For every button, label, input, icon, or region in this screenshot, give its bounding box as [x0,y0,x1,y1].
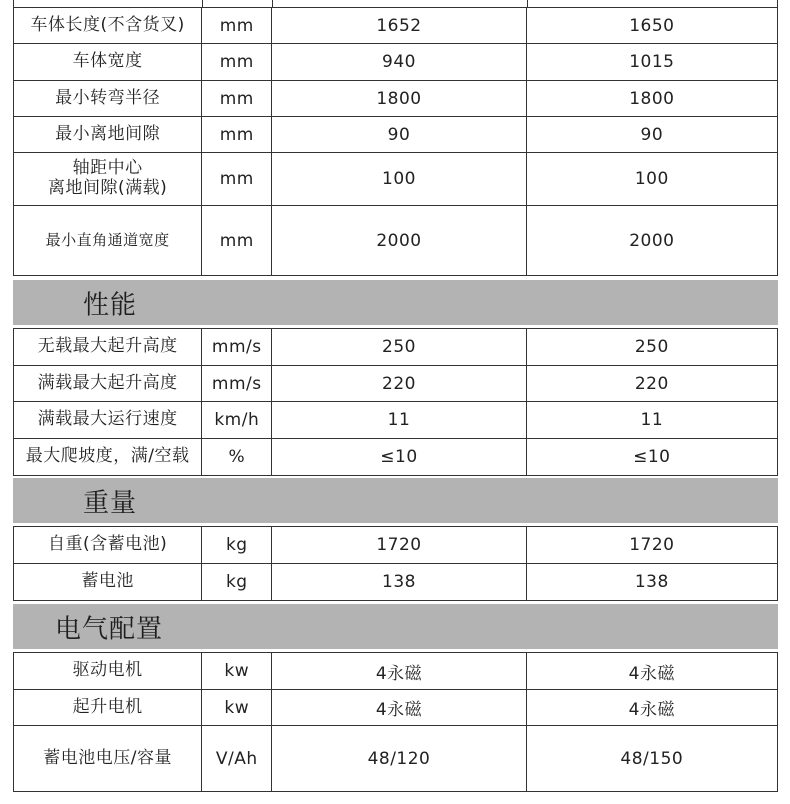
spec-name: 最小转弯半径 [14,81,202,117]
spec-value-model-2: 100 [526,153,777,206]
spec-value-model-2: 1800 [526,81,777,117]
spec-value-model-2: 1650 [526,8,777,44]
spec-name: 最大爬坡度，满/空载 [14,439,202,476]
spec-name: 自重(含蓄电池) [14,527,202,564]
table-top-edge-right [777,0,778,7]
spec-name: 最小直角通道宽度 [14,206,202,276]
spec-unit: kw [202,690,272,726]
spec-value-model-2: 138 [526,564,777,601]
section-title: 性能 [83,290,138,320]
spec-value-model-1: 4永磁 [272,653,526,690]
spec-name: 车体宽度 [14,44,202,81]
spec-unit: mm [202,44,272,81]
spec-value-model-1: 11 [272,402,526,439]
spec-value-model-2: 220 [526,366,777,402]
table-row [14,81,778,117]
spec-value-model-2: 1015 [526,44,777,81]
spec-unit: kg [202,564,272,601]
spec-name: 满载最大运行速度 [14,402,202,439]
spec-unit: % [202,439,272,476]
spec-value-model-2: 1720 [526,527,777,564]
spec-value-model-2: 90 [526,117,777,153]
spec-unit: mm [202,8,272,44]
table-top-edge-col3 [272,0,273,7]
table-row [14,726,778,792]
spec-value-model-1: 940 [272,44,526,81]
table-top-edge-left [13,0,14,7]
spec-value-model-2: 4永磁 [526,653,777,690]
spec-name: 满载最大起升高度 [14,366,202,402]
spec-value-model-1: 250 [272,329,526,366]
spec-value-model-2: 250 [526,329,777,366]
spec-unit: mm [202,153,272,206]
spec-value-model-2: ≤10 [526,439,777,476]
section-title: 重量 [83,488,138,518]
spec-unit: kg [202,527,272,564]
section-header-electrical [13,604,778,649]
spec-value-model-1: 100 [272,153,526,206]
electrical-table [13,652,778,792]
table-top-edge-col2 [202,0,203,7]
spec-unit: mm/s [202,329,272,366]
spec-unit: mm [202,206,272,276]
section-header-performance [13,280,778,325]
spec-value-model-2: 11 [526,402,777,439]
spec-value-model-2: 2000 [526,206,777,276]
table-row [14,402,778,439]
table-row [14,153,778,206]
spec-unit: mm/s [202,366,272,402]
table-row [14,44,778,81]
spec-value-model-1: 4永磁 [272,690,526,726]
spec-unit: mm [202,81,272,117]
table-row [14,690,778,726]
spec-unit: V/Ah [202,726,272,792]
weight-table [13,526,778,601]
spec-value-model-1: 48/120 [272,726,526,792]
table-row [14,329,778,366]
spec-name: 车体长度(不含货叉) [14,8,202,44]
spec-unit: km/h [202,402,272,439]
table-row [14,366,778,402]
spec-name: 起升电机 [14,690,202,726]
spec-value-model-1: 220 [272,366,526,402]
table-row [14,206,778,276]
spec-value-model-1: ≤10 [272,439,526,476]
section-title: 电气配置 [55,614,164,644]
table-row [14,653,778,690]
table-row [14,8,778,44]
spec-name: 蓄电池电压/容量 [14,726,202,792]
spec-value-model-2: 4永磁 [526,690,777,726]
spec-value-model-1: 1720 [272,527,526,564]
spec-value-model-1: 90 [272,117,526,153]
spec-value-model-1: 1800 [272,81,526,117]
spec-value-model-1: 138 [272,564,526,601]
spec-value-model-1: 2000 [272,206,526,276]
spec-value-model-1: 1652 [272,8,526,44]
table-row [14,527,778,564]
spec-value-model-2: 48/150 [526,726,777,792]
spec-name [14,153,202,206]
table-top-edge-col4 [527,0,528,7]
performance-table [13,328,778,476]
spec-name: 无载最大起升高度 [14,329,202,366]
spec-name: 驱动电机 [14,653,202,690]
table-row [14,117,778,153]
spec-name-line-1: 轴距中心 [72,158,143,179]
table-row [14,439,778,476]
table-row [14,564,778,601]
spec-name: 最小离地间隙 [14,117,202,153]
spec-unit: mm [202,117,272,153]
dimensions-table [13,7,778,276]
section-header-weight [13,478,778,523]
spec-unit: kw [202,653,272,690]
spec-name: 蓄电池 [14,564,202,601]
spec-name-line-2: 离地间隙(满载) [47,178,168,198]
